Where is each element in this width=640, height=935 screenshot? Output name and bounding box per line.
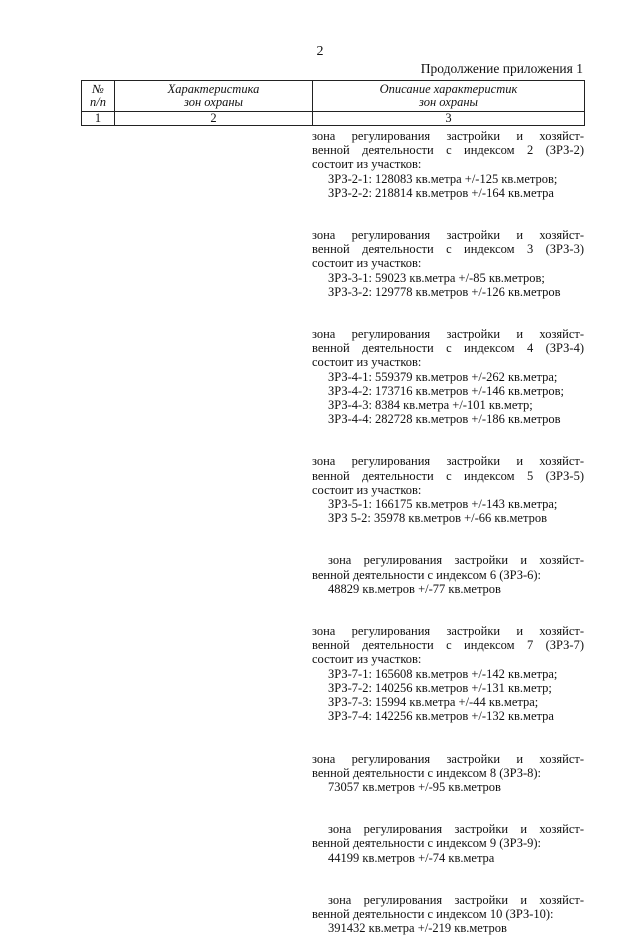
zone-line: состоит из участков:: [312, 482, 422, 497]
zone-line: венной деятельности с индексом 5 (ЗРЗ-5): [312, 468, 584, 483]
zone-lot: ЗРЗ-2-1: 128083 кв.метра +/-125 кв.метров;: [328, 171, 558, 186]
zone-lot: ЗРЗ 5-2: 35978 кв.метров +/-66 кв.метров: [328, 511, 547, 526]
zone-line: зона регулирования застройки и хозяйст-: [312, 454, 584, 469]
zone-line: венной деятельности с индексом 2 (ЗРЗ-2): [312, 143, 584, 158]
zone-line: венной деятельности с индексом 6 (ЗРЗ-6):: [312, 567, 542, 582]
header-number-line2: п/п: [90, 95, 106, 109]
zone-block-zrz-10: [312, 893, 584, 935]
zone-block-zrz-6: [312, 553, 584, 596]
zone-line: зона регулирования застройки и хозяйст-: [312, 129, 584, 143]
zone-line: состоит из участков:: [312, 256, 422, 271]
column-number-1: 1: [82, 112, 115, 126]
zone-block-zrz-5: [312, 454, 584, 525]
zone-line: венной деятельности с индексом 4 (ЗРЗ-4): [312, 341, 584, 356]
zone-descriptions: [312, 129, 584, 935]
zone-block-zrz-9: [312, 822, 584, 865]
zone-lot: ЗРЗ-3-2: 129778 кв.метров +/-126 кв.метров: [328, 284, 561, 299]
zone-line: зона регулирования застройки и хозяйст-: [312, 327, 584, 342]
zone-lot: ЗРЗ-7-3: 15994 кв.метра +/-44 кв.метра;: [328, 695, 539, 710]
continuation-note: Продолжение приложения 1: [420, 61, 583, 76]
zone-line: зона регулирования застройки и хозяйст-: [312, 228, 584, 243]
header-description-line1: Описание характеристик: [379, 82, 518, 96]
zone-line: венной деятельности с индексом 7 (ЗРЗ-7): [312, 638, 584, 653]
zone-lot: ЗРЗ-2-2: 218814 кв.метров +/-164 кв.метра: [328, 185, 554, 200]
zone-line: венной деятельности с индексом 10 (ЗРЗ-10):: [312, 906, 554, 921]
page-number: 2: [316, 44, 324, 59]
zone-line: зона регулирования застройки и хозяйст-: [328, 822, 584, 837]
zone-lot: ЗРЗ-4-3: 8384 кв.метра +/-101 кв.метр;: [328, 398, 533, 413]
header-characteristic-line1: Характеристика: [167, 82, 260, 96]
column-number-3: 3: [313, 112, 585, 126]
header-characteristic-line2: зон охраны: [183, 95, 243, 109]
table-header: [81, 80, 585, 126]
column-number-2: 2: [115, 112, 313, 126]
zone-lot: ЗРЗ-7-2: 140256 кв.метров +/-131 кв.метр;: [328, 680, 552, 695]
zone-line: состоит из участков:: [312, 652, 422, 667]
zone-lot: 391432 кв.метра +/-219 кв.метров: [328, 921, 507, 935]
zone-line: венной деятельности с индексом 3 (ЗРЗ-3): [312, 242, 584, 257]
zone-block-zrz-3: [312, 228, 584, 299]
zone-line: зона регулирования застройки и хозяйст-: [312, 624, 584, 639]
zone-lot: ЗРЗ-3-1: 59023 кв.метра +/-85 кв.метров;: [328, 270, 545, 285]
zone-line: состоит из участков:: [312, 157, 422, 172]
zone-line: венной деятельности с индексом 8 (ЗРЗ-8):: [312, 765, 542, 780]
zone-lot: ЗРЗ-7-1: 165608 кв.метров +/-142 кв.метра;: [328, 666, 558, 681]
zone-block-zrz-7: [312, 624, 584, 723]
zone-lot: ЗРЗ-5-1: 166175 кв.метров +/-143 кв.метра;: [328, 497, 558, 512]
header-number-line1: №: [92, 82, 104, 96]
zone-line: зона регулирования застройки и хозяйст-: [328, 553, 584, 568]
zone-line: зона регулирования застройки и хозяйст-: [312, 751, 584, 766]
zone-lot: 48829 кв.метров +/-77 кв.метров: [328, 581, 501, 596]
zone-lot: 73057 кв.метров +/-95 кв.метров: [328, 779, 501, 794]
zone-block-zrz-2: [312, 129, 584, 200]
zone-lot: ЗРЗ-4-2: 173716 кв.метров +/-146 кв.метров;: [328, 383, 564, 398]
zone-line: венной деятельности с индексом 9 (ЗРЗ-9):: [312, 836, 542, 851]
zone-lot: ЗРЗ-7-4: 142256 кв.метров +/-132 кв.метра: [328, 709, 554, 724]
header-description-cell: [313, 81, 585, 112]
header-number-cell: [82, 81, 115, 112]
zone-lot: ЗРЗ-4-4: 282728 кв.метров +/-186 кв.метров: [328, 412, 561, 427]
zone-lot: 44199 кв.метров +/-74 кв.метра: [328, 850, 495, 865]
zone-line: состоит из участков:: [312, 355, 422, 370]
header-characteristic-cell: [115, 81, 313, 112]
header-description-line2: зон охраны: [418, 95, 478, 109]
zone-line: зона регулирования застройки и хозяйст-: [328, 892, 584, 907]
zone-lot: ЗРЗ-4-1: 559379 кв.метров +/-262 кв.метра;: [328, 369, 558, 384]
zone-block-zrz-4: [312, 327, 584, 426]
zone-block-zrz-8: [312, 752, 584, 795]
